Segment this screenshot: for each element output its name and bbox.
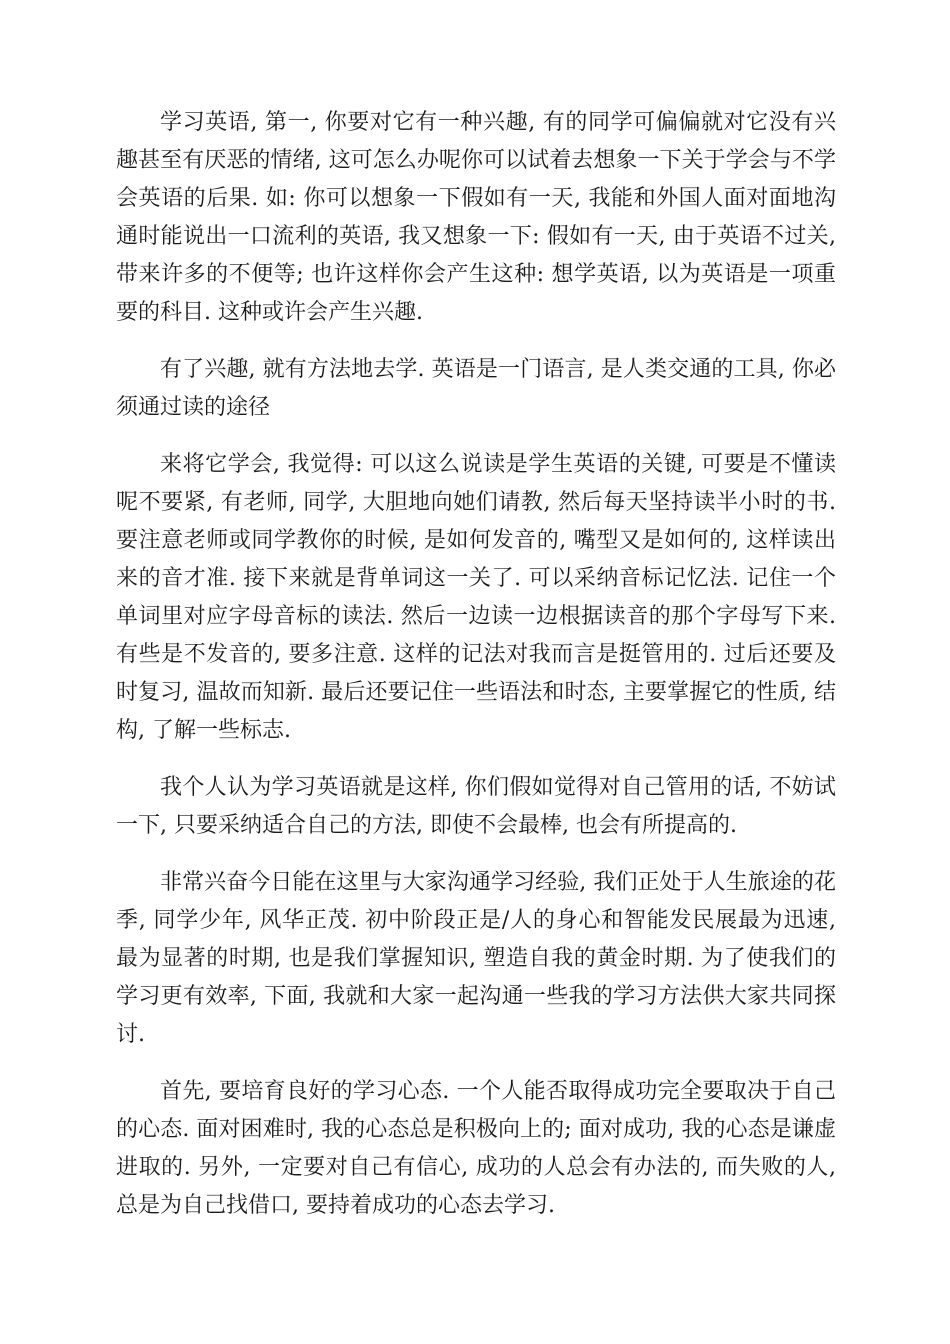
paragraph-method: 有了兴趣, 就有方法地去学. 英语是一门语言, 是人类交通的工具, 你必须通过读的途径 — [116, 357, 836, 420]
paragraph-introduction: 非常兴奋今日能在这里与大家沟通学习经验, 我们正处于人生旅途的花季, 同学少年, 风华正茂. 初中阶段正是/人的身心和智能发民展最为迅速, 最为显著的时期, 也是我们掌握知识, 塑造自我的黄金时期. 为了使我们的学习更有效率, 下面, 我就和大家一起沟通一些我的学习方法供大家共同探讨. — [116, 870, 836, 1047]
paragraph-interest: 学习英语, 第一, 你要对它有一种兴趣, 有的同学可偏偏就对它没有兴趣甚至有厌恶的情绪, 这可怎么办呢你可以试着去想象一下关于学会与不学会英语的后果. 如: 你可以想象一下假如有一天, 我能和外国人面对面地沟通时能说出一口流利的英语, 我又想象一下: 假如有一天, 由于英语不过关, 带来许多的不便等; 也许这样你会产生这种: 想学英语, 以为英语是一项重要的科目. 这种或许会产生兴趣. — [116, 110, 836, 325]
paragraph-reading: 来将它学会, 我觉得: 可以这么说读是学生英语的关键, 可要是不懂读呢不要紧, 有老师, 同学, 大胆地向她们请教, 然后每天坚持读半小时的书. 要注意老师或同学教你的时候, 是如何发音的, 嘴型又是如何的, 这样读出来的音才准. 接下来就是背单词这一关了. 可以采纳音标记忆法. 记住一个单词里对应字母音标的读法. 然后一边读一边根据读音的那个字母写下来. 有些是不发音的, 要多注意. 这样的记法对我而言是挺管用的. 过后还要及时复习, 温故而知新. 最后还要记住一些语法和时态, 主要掌握它的性质, 结构, 了解一些标志. — [116, 452, 836, 743]
paragraph-summary: 我个人认为学习英语就是这样, 你们假如觉得对自己管用的话, 不妨试一下, 只要采纳适合自己的方法, 即使不会最棒, 也会有所提高的. — [116, 775, 836, 838]
document-page — [116, 104, 836, 1244]
paragraph-mindset: 首先, 要培育良好的学习心态. 一个人能否取得成功完全要取决于自己的心态. 面对困难时, 我的心态总是积极向上的; 面对成功, 我的心态是谦虚进取的. 另外, 一定要对自己有信心, 成功的人总会有办法的, 而失败的人, 总是为自己找借口, 要持着成功的心态去学习. — [116, 1079, 836, 1218]
